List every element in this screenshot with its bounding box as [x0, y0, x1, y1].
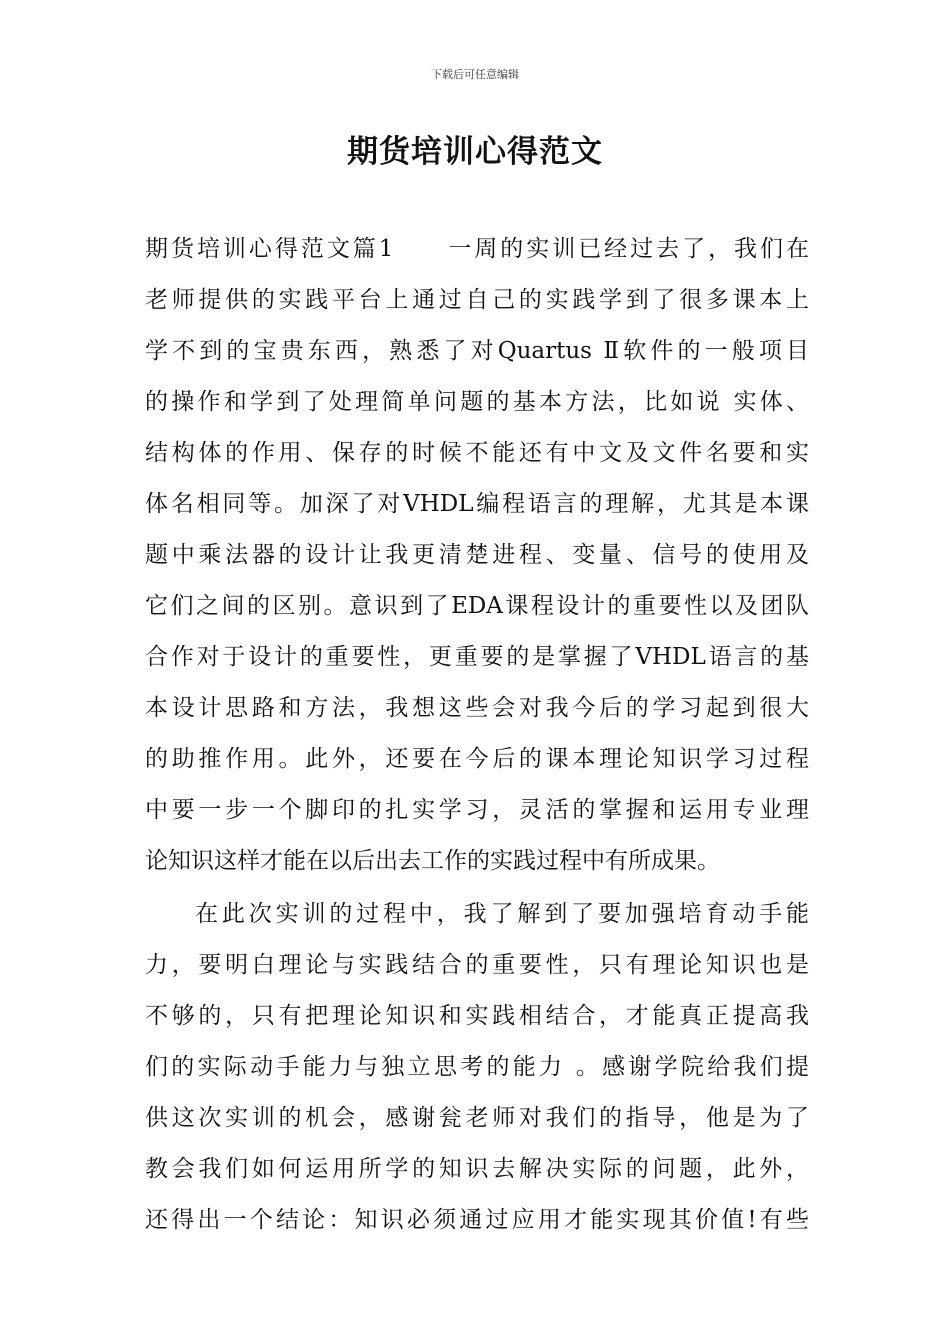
text-line: 的助推作用。此外，还要在今后的课本理论知识学习过程: [145, 746, 809, 772]
paragraph-1: [145, 224, 809, 887]
text-line: 结构体的作用、保存的时候不能还有中文及文件名要和实: [145, 440, 809, 466]
text-line: 老师提供的实践平台上通过自己的实践学到了很多课本上: [145, 287, 809, 313]
text-line: 力，要明白理论与实践结合的重要性，只有理论知识也是: [145, 952, 809, 978]
text-line: 还得出一个结论：知识必须通过应用才能实现其价值!有些: [145, 1207, 809, 1233]
document-title: 期货培训心得范文: [347, 134, 603, 170]
paragraph-2: [145, 889, 809, 1246]
text-line: 的操作和学到了处理简单问题的基本方法，比如说 实体、: [145, 389, 809, 415]
text-line: 在此次实训的过程中，我了解到了要加强培育动手能: [195, 901, 809, 927]
text-line: 中要一步一个脚印的扎实学习，灵活的掌握和运用专业理: [145, 797, 809, 823]
header-note: 下载后可任意编辑: [431, 68, 519, 81]
text-line: 它们之间的区别。意识到了EDA课程设计的重要性以及团队: [145, 593, 809, 619]
text-line: 题中乘法器的设计让我更清楚进程、变量、信号的使用及: [145, 542, 809, 568]
text-line: 教会我们如何运用所学的知识去解决实际的问题，此外，: [145, 1156, 809, 1182]
text-line: 合作对于设计的重要性，更重要的是掌握了VHDL语言的基: [145, 644, 809, 670]
document-body: [145, 224, 809, 1246]
text-line: 本设计思路和方法，我想这些会对我今后的学习起到很大: [145, 695, 809, 721]
text-line: 论知识这样才能在以后出去工作的实践过程中有所成果。: [145, 848, 720, 874]
text-line: 不够的，只有把理论知识和实践相结合，才能真正提高我: [145, 1003, 809, 1029]
text-line: 们的实际动手能力与独立思考的能力 。感谢学院给我们提: [145, 1054, 809, 1080]
text-line: 期货培训心得范文篇1 一周的实训已经过去了，我们在: [145, 236, 809, 262]
text-line: 供这次实训的机会，感谢瓮老师对我们的指导，他是为了: [145, 1105, 809, 1131]
text-line: 学不到的宝贵东西，熟悉了对Quartus Ⅱ软件的一般项目: [145, 338, 809, 364]
text-line: 体名相同等。加深了对VHDL编程语言的理解，尤其是本课: [145, 491, 809, 517]
